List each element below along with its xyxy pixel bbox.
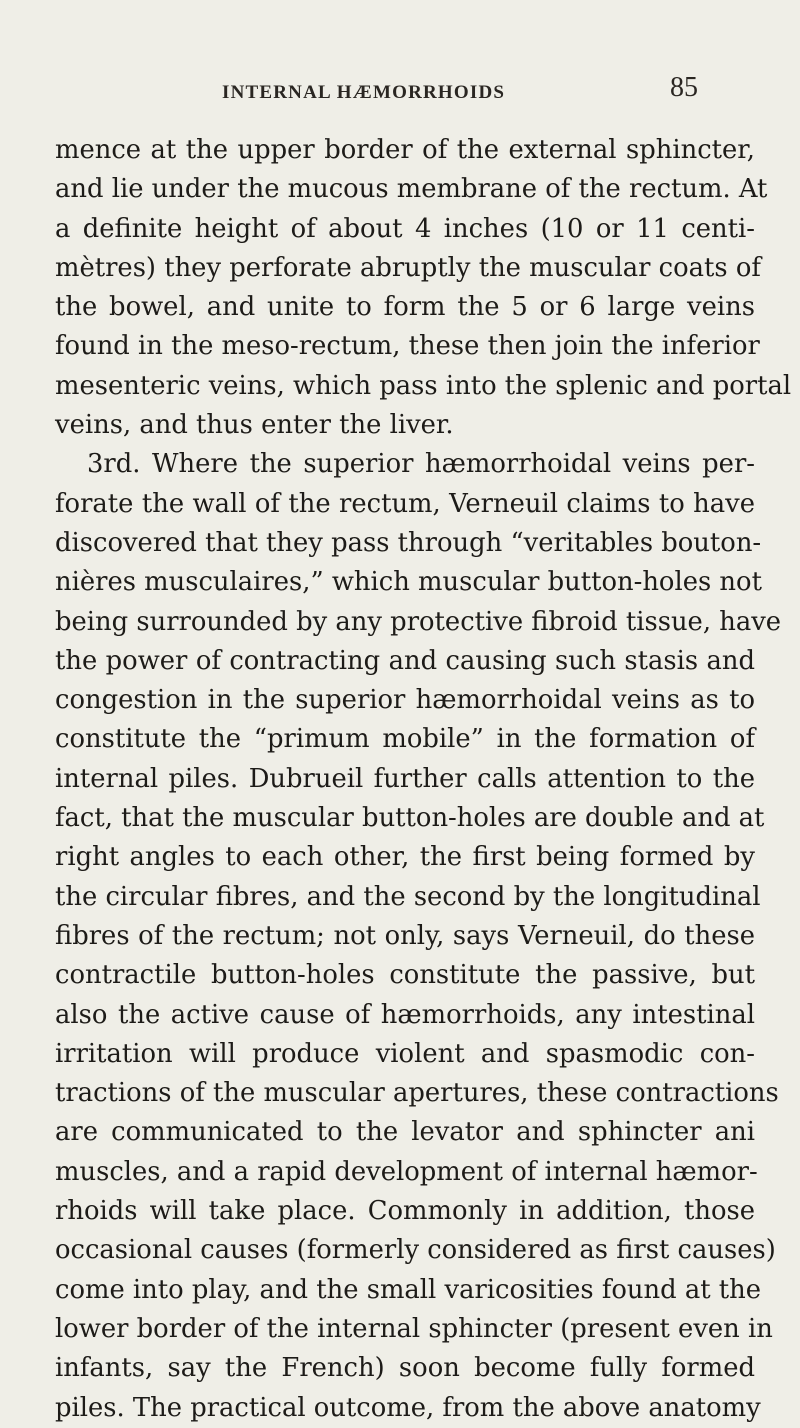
text-line: fact, that the muscular button-holes are double and at <box>55 803 765 834</box>
running-head: INTERNAL HÆMORRHOIDS <box>222 82 506 103</box>
text-line: veins, and thus enter the liver. <box>55 410 454 441</box>
text-line: infants, say the French) soon become fully formed <box>55 1353 755 1384</box>
text-line: muscles, and a rapid development of internal hæmor- <box>55 1156 758 1187</box>
body-text <box>55 131 792 1428</box>
text-line: a definite height of about 4 inches (10 or 11 centi- <box>55 213 755 244</box>
text-line: lower border of the internal sphincter (present even in <box>55 1313 773 1344</box>
text-line: mesenteric veins, which pass into the splenic and portal <box>55 370 792 401</box>
page-number: 85 <box>670 72 698 103</box>
text-line: constitute the “primum mobile” in the formation of <box>55 724 755 755</box>
text-line: mence at the upper border of the external sphincter, <box>55 135 755 165</box>
text-line: and lie under the mucous membrane of the rectum. At <box>55 174 768 205</box>
text-line: tractions of the muscular apertures, these contractions <box>55 1078 779 1109</box>
text-line: internal piles. Dubrueil further calls attention to the <box>55 763 755 794</box>
text-line: discovered that they pass through “veritables bouton- <box>55 527 762 558</box>
text-line: occasional causes (formerly considered as first causes) <box>55 1235 776 1266</box>
text-line: forate the wall of the rectum, Verneuil claims to have <box>55 488 755 519</box>
text-line: come into play, and the small varicosities found at the <box>55 1274 762 1305</box>
text-line: the power of contracting and causing such stasis and <box>55 645 755 676</box>
text-line: congestion in the superior hæmorrhoidal veins as to <box>55 685 755 716</box>
text-line: right angles to each other, the first being formed by <box>55 842 755 873</box>
text-line: fibres of the rectum; not only, says Verneuil, do these <box>55 920 755 951</box>
text-line: are communicated to the levator and sphincter ani <box>55 1117 755 1148</box>
text-line: mètres) they perforate abruptly the muscular coats of <box>55 252 761 283</box>
paragraph-start-line: 3rd. Where the superior hæmorrhoidal veins per- <box>87 449 755 480</box>
text-line: the bowel, and unite to form the 5 or 6 large veins <box>55 292 755 323</box>
text-line: the circular fibres, and the second by the longitudinal <box>55 881 761 912</box>
text-line: being surrounded by any protective fibroid tissue, have <box>55 606 782 637</box>
text-line: rhoids will take place. Commonly in addition, those <box>55 1196 755 1227</box>
text-line: found in the meso-rectum, these then join the inferior <box>55 331 760 362</box>
text-line: contractile button-holes constitute the passive, but <box>55 960 755 991</box>
text-line: piles. The practical outcome, from the above anatomy <box>55 1392 761 1423</box>
text-line: irritation will produce violent and spasmodic con- <box>55 1038 755 1069</box>
text-line: nières musculaires,” which muscular button-holes not <box>55 567 762 598</box>
text-line: also the active cause of hæmorrhoids, any intestinal <box>55 999 755 1030</box>
